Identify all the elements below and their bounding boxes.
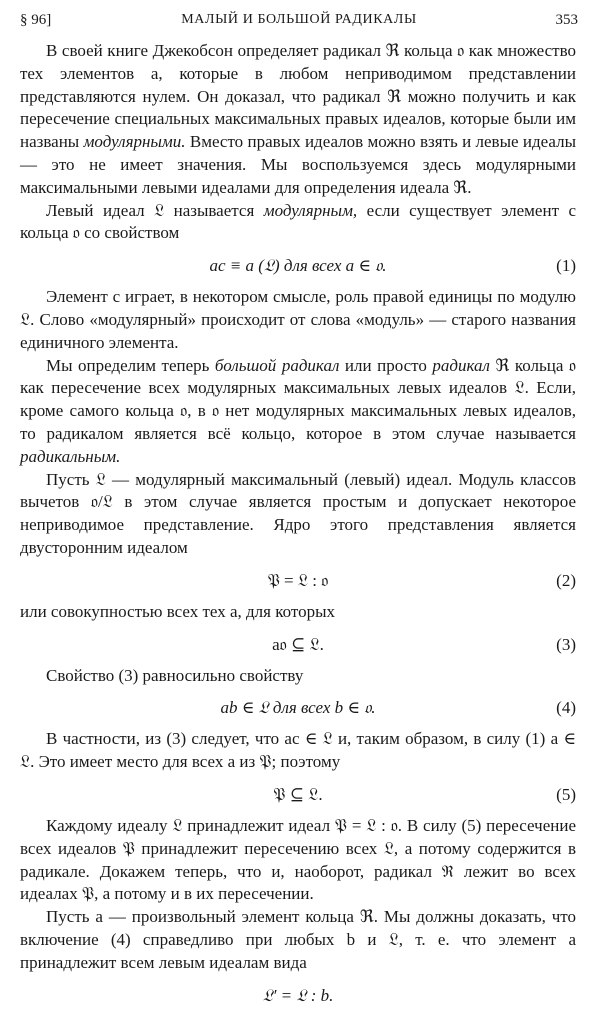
formula-3 [20, 628, 576, 661]
formula-1-number: (1) [556, 256, 576, 276]
paragraph-big-radical: Мы определим теперь большой радикал или просто радикал ℜ кольца 𝔬 как пересечение всех модулярных максимальных левых идеалов 𝔏. Если, кроме самого кольца 𝔬, в 𝔬 нет модулярных максимальных левых идеалов, то радикалом является всё кольцо, которое в этом случае называется радикальным. [20, 355, 576, 466]
formula-4-number: (4) [556, 698, 576, 718]
paragraph-modular-definition: Левый идеал 𝔏 называется модулярным, если существует элемент c кольца 𝔬 со свойством [20, 200, 576, 243]
formula-6 [20, 979, 576, 1012]
paragraph-arbitrary-element: Пусть a — произвольный элемент кольца ℜ. Мы должны доказать, что включение (4) справедливо при любых b и 𝔏, т. е. что элемент a принадлежит всем левым идеалам вида [20, 907, 576, 972]
formula-4 [20, 691, 576, 724]
paragraph-residue-module: Пусть 𝔏 — модулярный максимальный (левый) идеал. Модуль классов вычетов 𝔬/𝔏 в этом случае является простым и допускает некоторое неприводимое представление. Ядро этого представления является двусторонним идеалом [20, 469, 576, 557]
paragraph-jacobson: В своей книге Джекобсон определяет радикал ℜ кольца 𝔬 как множество тех элементов a, которые в любом неприводимом представлении представляются нулем. Он доказал, что радикал ℜ можно получить и как пересечение специальных максимальных правых идеалов, которые были им названы модулярными. Вместо правых идеалов можно взять и левые идеалы — это не имеет значения. Мы воспользуемся здесь модулярными максимальными левыми идеалами для определения идеала ℜ. [20, 41, 576, 197]
formula-2-expression: 𝔓 = 𝔏 : 𝔬 [267, 570, 329, 590]
formula-5 [20, 778, 576, 811]
formula-3-expression: a𝔬 ⊆ 𝔏. [272, 634, 324, 654]
page-body [20, 40, 576, 1016]
section-ref: § 96] [20, 12, 52, 28]
chapter-title: МАЛЫЙ И БОЛЬШОЙ РАДИКАЛЫ [181, 12, 417, 27]
formula-4-expression: ab ∈ 𝔏 для всех b ∈ 𝔬. [220, 698, 376, 718]
paragraph-in-particular: В частности, из (3) следует, что ac ∈ 𝔏 и, таким образом, в силу (1) a ∈ 𝔏. Это имеет место для всех a из 𝔓; поэтому [20, 729, 576, 772]
paragraph-each-ideal: Каждому идеалу 𝔏 принадлежит идеал 𝔓 = 𝔏 : 𝔬. В силу (5) пересечение всех идеалов 𝔓 принадлежит пересечению всех 𝔏, а потому содержится в радикале. Докажем теперь, что и, наоборот, радикал ℜ лежит во всех идеалах 𝔓, а потому и в их пересечении. [20, 815, 576, 904]
page-number: 353 [555, 12, 578, 28]
formula-3-number: (3) [556, 634, 576, 654]
formula-5-number: (5) [556, 784, 576, 804]
paragraph-right-unit: Элемент c играет, в некотором смысле, роль правой единицы по модулю 𝔏. Слово «модулярный» происходит от слова «модуль» — старого названия единичного элемента. [20, 287, 576, 352]
formula-2 [20, 564, 576, 597]
formula-5-expression: 𝔓 ⊆ 𝔏. [273, 784, 323, 804]
formula-2-number: (2) [556, 570, 576, 590]
formula-6-expression: 𝔏′ = 𝔏 : b. [262, 985, 334, 1005]
formula-1 [20, 249, 576, 282]
running-header [20, 12, 578, 38]
formula-1-expression: ac ≡ a (𝔏) для всех a ∈ 𝔬. [209, 256, 387, 276]
paragraph-totality: или совокупностью всех тех a, для которых [20, 601, 335, 621]
paragraph-equivalence: Свойство (3) равносильно свойству [46, 665, 304, 685]
